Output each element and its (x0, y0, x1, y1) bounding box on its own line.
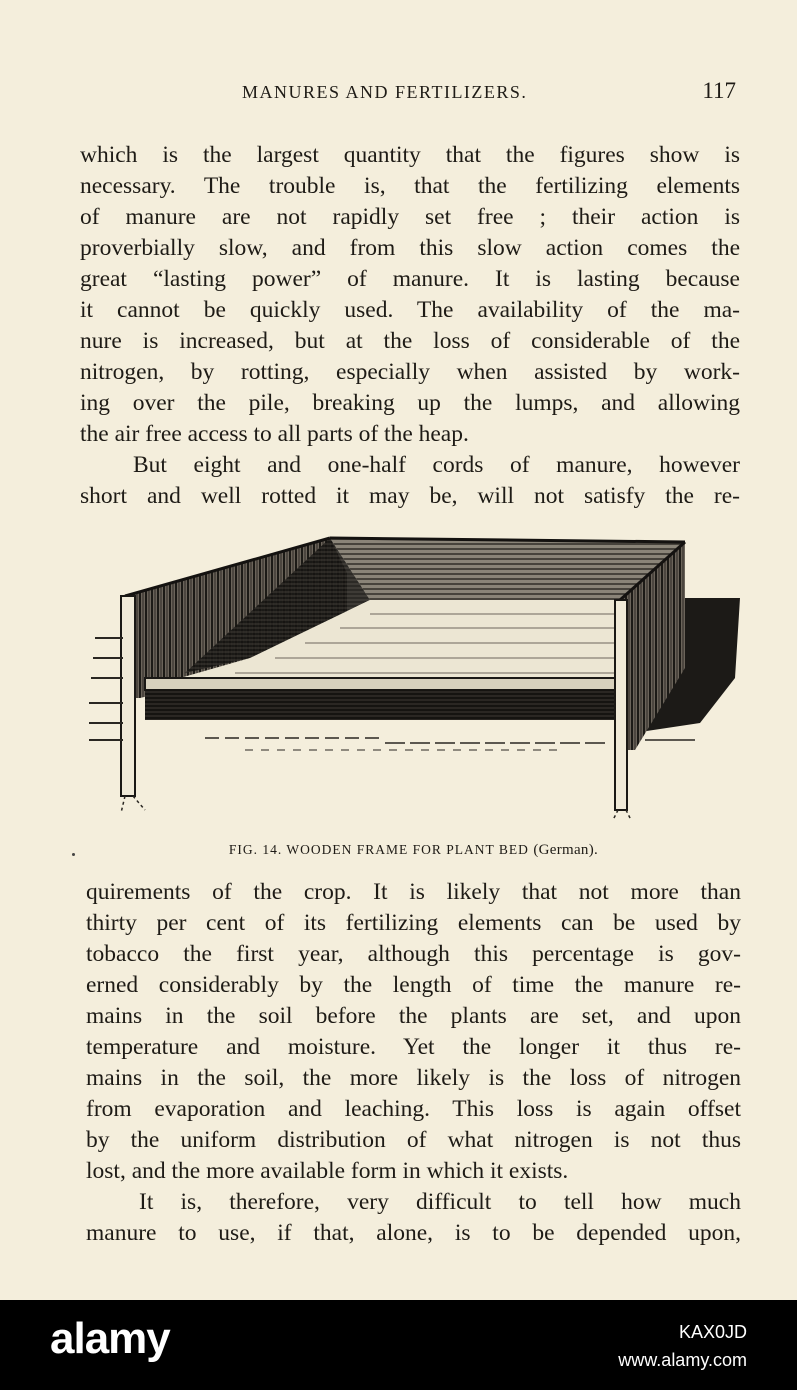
text-line: it cannot be quickly used. The availability of the ma- (80, 297, 740, 323)
body-text-bottom (86, 877, 741, 1249)
text-line: But eight and one-half cords of manure, however (133, 452, 740, 478)
body-text-top (80, 140, 740, 512)
text-line: necessary. The trouble is, that the fertilizing elements (80, 173, 740, 199)
text-line: quirements of the crop. It is likely that not more than (86, 879, 741, 905)
text-line: temperature and moisture. Yet the longer it thus re- (86, 1034, 741, 1060)
text-line: thirty per cent of its fertilizing elements can be used by (86, 910, 741, 936)
text-line: mains in the soil before the plants are set, and upon (86, 1003, 741, 1029)
text-line: manure to use, if that, alone, is to be depended upon, (86, 1220, 741, 1246)
figure-caption (86, 842, 741, 859)
image-code: KAX0JD (678, 1322, 747, 1342)
brand-logo[interactable]: alamy (50, 1314, 170, 1363)
site-link[interactable]: www.alamy.com (618, 1350, 747, 1370)
text-line: which is the largest quantity that the figures show is (80, 142, 740, 168)
text-line: great “lasting power” of manure. It is lasting because (80, 266, 740, 292)
text-line: from evaporation and leaching. This loss is again offset (86, 1096, 741, 1122)
running-head (80, 78, 740, 108)
text-line: ing over the pile, breaking up the lumps, and allowing (80, 390, 740, 416)
text-line: It is, therefore, very difficult to tell how much (139, 1189, 741, 1215)
running-title: MANURES AND FERTILIZERS. (242, 82, 528, 102)
caption-paren: (German). (533, 842, 599, 858)
wooden-frame-drawing (85, 528, 745, 828)
text-line: the air free access to all parts of the heap. (80, 421, 469, 447)
text-line: mains in the soil, the more likely is the loss of nitrogen (86, 1065, 741, 1091)
text-line: short and well rotted it may be, will not satisfy the re- (80, 483, 740, 509)
text-line: by the uniform distribution of what nitrogen is not thus (86, 1127, 741, 1153)
text-line: nitrogen, by rotting, especially when assisted by work- (80, 359, 740, 385)
plant-bed-frame-illustration (85, 528, 745, 828)
text-line: lost, and the more available form in which it exists. (86, 1158, 569, 1184)
text-line: of manure are not rapidly set free ; their action is (80, 204, 740, 230)
text-line: tobacco the first year, although this percentage is gov- (86, 941, 741, 967)
caption-main: FIG. 14. WOODEN FRAME FOR PLANT BED (228, 842, 529, 857)
text-line: nure is increased, but at the loss of considerable of the (80, 328, 740, 354)
text-line: erned considerably by the length of time the manure re- (86, 972, 741, 998)
stray-mark (72, 853, 75, 856)
text-line: proverbially slow, and from this slow action comes the (80, 235, 740, 261)
page-number: 117 (702, 78, 736, 103)
stock-watermark-footer (0, 1300, 797, 1390)
